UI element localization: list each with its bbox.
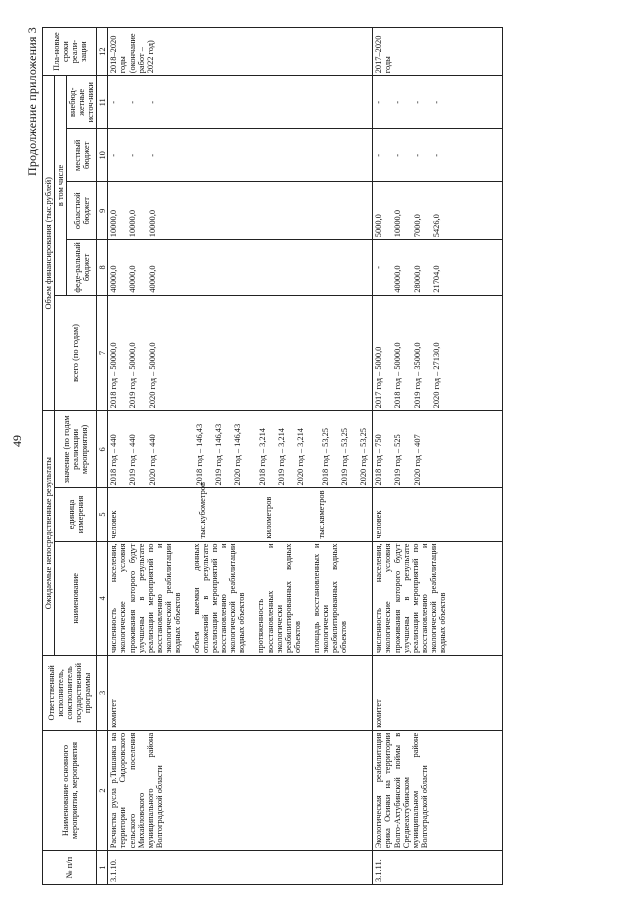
indicator-value: 2018 год – 750 — [374, 434, 384, 486]
indicator-value: 2019 год – 525 — [393, 434, 403, 486]
indicator-value: 2018 год – 146,43 — [194, 423, 204, 486]
page-number: 49 — [10, 435, 24, 447]
federal-value: 40000,0 — [128, 265, 138, 293]
responsible-executor: комитет — [108, 656, 373, 731]
header-indicator-name: наименование — [55, 541, 97, 656]
federal-budget — [108, 240, 373, 295]
column-numbers-row — [97, 28, 108, 885]
federal-budget — [373, 240, 503, 295]
total-value: 2020 год – 50000,0 — [147, 342, 157, 409]
col-number: 9 — [97, 182, 108, 240]
header-period: Пла-новые сроки реали-зации — [43, 28, 97, 76]
indicator-value: 2018 год – 53,25 — [321, 428, 331, 486]
total-value: 2017 год – 5000,0 — [374, 346, 384, 409]
indicator-values — [373, 411, 503, 488]
federal-value: 40000,0 — [393, 265, 403, 293]
header-responsible: Ответственный исполнитель, соисполнитель государственной программы — [43, 656, 97, 731]
indicator-value: 2020 год – 3,214 — [296, 428, 306, 486]
extra-value: - — [147, 100, 157, 104]
local-value: - — [431, 153, 441, 157]
header-activity: Наименование основного мероприятия, мероприятия — [43, 730, 97, 851]
header-finance-group: Объем финансирования (тыс.рублей) — [43, 76, 55, 411]
local-budget — [373, 129, 503, 182]
indicator-name: площадь восстановленных и экологически реабилитированных водных объектов — [311, 543, 349, 654]
indicator-value: 2020 год – 146,43 — [232, 423, 242, 486]
planned-period: 2018–2020 годы (окончание работ – 2022 год) — [108, 28, 373, 76]
local-value: - — [374, 153, 384, 157]
indicator-names — [108, 541, 373, 656]
total-value: 2019 год – 50000,0 — [128, 342, 138, 409]
regional-value: 5426,0 — [431, 214, 441, 238]
federal-value: 40000,0 — [147, 265, 157, 293]
indicator-value: 2019 год – 3,214 — [276, 428, 286, 486]
col-number: 10 — [97, 129, 108, 182]
indicator-unit: километров — [263, 496, 273, 539]
indicator-value: 2020 год – 407 — [412, 434, 422, 486]
local-budget — [108, 129, 373, 182]
federal-value: 21704,0 — [431, 265, 441, 293]
total-value: 2019 год – 35000,0 — [412, 342, 422, 409]
rotated-page-content — [25, 27, 625, 885]
extra-value: - — [393, 100, 403, 104]
header-local: местный бюджет — [67, 129, 97, 182]
extra-value: - — [431, 100, 441, 104]
regional-value: 5000,0 — [374, 214, 384, 238]
col-number: 5 — [97, 488, 108, 541]
col-number: 4 — [97, 541, 108, 656]
indicator-name: численность населения, экологические условия проживания которого будут улучшены в результате реализации мероприятий по восстановлению и экологической реабилитации водных объектов — [374, 543, 447, 654]
col-number: 2 — [97, 730, 108, 851]
header-results-group: Ожидаемые непосредственные результаты — [43, 411, 55, 656]
federal-value: - — [374, 266, 384, 269]
indicator-name: объем выемки донных отложений в результате реализации мероприятий по восстановлению и экологической реабилитации водных объектов — [192, 543, 247, 654]
indicator-unit: человек — [374, 510, 384, 539]
indicator-unit: тыс.кубометров — [198, 482, 208, 539]
row-number: 3.1.11. — [373, 851, 503, 885]
header-extra: внебюд-жетные источ-ники — [67, 76, 97, 129]
planned-period: 2017–2020 годы — [373, 28, 503, 76]
header-values: значение (по годам реализации мероприятия) — [55, 411, 97, 488]
col-number: 11 — [97, 76, 108, 129]
regional-value: 10000,0 — [128, 209, 138, 238]
header-unit: единица измерения — [55, 488, 97, 541]
indicator-unit: тыс.квметров — [316, 490, 326, 539]
extra-budget — [108, 76, 373, 129]
extra-value: - — [128, 100, 138, 104]
indicator-units — [373, 488, 503, 541]
header-num: № п/п — [43, 851, 97, 885]
indicator-values — [108, 411, 373, 488]
extra-value: - — [412, 100, 422, 104]
header-regional: областной бюджет — [67, 182, 97, 240]
regional-value: 7000,0 — [412, 214, 422, 238]
total-financing — [373, 295, 503, 411]
total-value: 2020 год – 27130,0 — [431, 342, 441, 409]
col-number: 12 — [97, 28, 108, 76]
activity-name: Расчистка русла р.Тишанка на территории Сидоровского сельского поселения Михайловского муниципального района Волгоградской области — [108, 730, 373, 851]
local-value: - — [393, 153, 403, 157]
indicator-unit: человек — [109, 510, 119, 539]
header-including: в том числе — [55, 76, 67, 295]
indicator-value: 2018 год – 440 — [109, 434, 119, 486]
header-total: всего (по годам) — [55, 295, 97, 411]
regional-budget — [373, 182, 503, 240]
regional-budget — [108, 182, 373, 240]
col-number: 3 — [97, 656, 108, 731]
regional-value: 10000,0 — [109, 209, 119, 238]
local-value: - — [412, 153, 422, 157]
indicator-name: протяженность восстановленных и экологически реабилитированных водных объектов — [256, 543, 302, 654]
indicator-names — [373, 541, 503, 656]
federal-value: 28000,0 — [412, 265, 422, 293]
indicator-name: численность населения, экологические условия проживания которого будут улучшены в результате реализации мероприятий по восстановлению и экологической реабилитации водных объектов — [109, 543, 182, 654]
col-number: 6 — [97, 411, 108, 488]
row-number: 3.1.10. — [108, 851, 373, 885]
local-value: - — [128, 153, 138, 157]
regional-value: 10000,0 — [147, 209, 157, 238]
col-number: 7 — [97, 295, 108, 411]
indicator-value: 2018 год – 3,214 — [257, 428, 267, 486]
federal-value: 40000,0 — [109, 265, 119, 293]
indicator-value: 2019 год – 53,25 — [340, 428, 350, 486]
indicator-value: 2020 год – 53,25 — [359, 428, 369, 486]
local-value: - — [147, 153, 157, 157]
table-row — [373, 28, 503, 885]
responsible-executor: комитет — [373, 656, 503, 731]
indicator-value: 2020 год – 440 — [147, 434, 157, 486]
total-value: 2018 год – 50000,0 — [393, 342, 403, 409]
total-financing — [108, 295, 373, 411]
indicator-value: 2019 год – 440 — [128, 434, 138, 486]
table-row — [108, 28, 373, 885]
activity-name: Экологическая реабилитация ерика Осинки на территории Волго-Ахтубинской поймы в Среднеахтубинском муниципальном районе Волгоградской области — [373, 730, 503, 851]
col-number: 1 — [97, 851, 108, 885]
indicator-units — [108, 482, 373, 541]
program-table — [42, 27, 503, 885]
table-header — [43, 28, 108, 885]
indicator-value: 2019 год – 146,43 — [213, 423, 223, 486]
extra-value: - — [109, 100, 119, 104]
extra-value: - — [374, 100, 384, 104]
local-value: - — [109, 153, 119, 157]
col-number: 8 — [97, 240, 108, 295]
extra-budget — [373, 76, 503, 129]
continuation-title: Продолжение приложения 3 — [25, 27, 39, 177]
regional-value: 10000,0 — [393, 209, 403, 238]
total-value: 2018 год – 50000,0 — [109, 342, 119, 409]
header-federal: феде-ральный бюджет — [67, 240, 97, 295]
